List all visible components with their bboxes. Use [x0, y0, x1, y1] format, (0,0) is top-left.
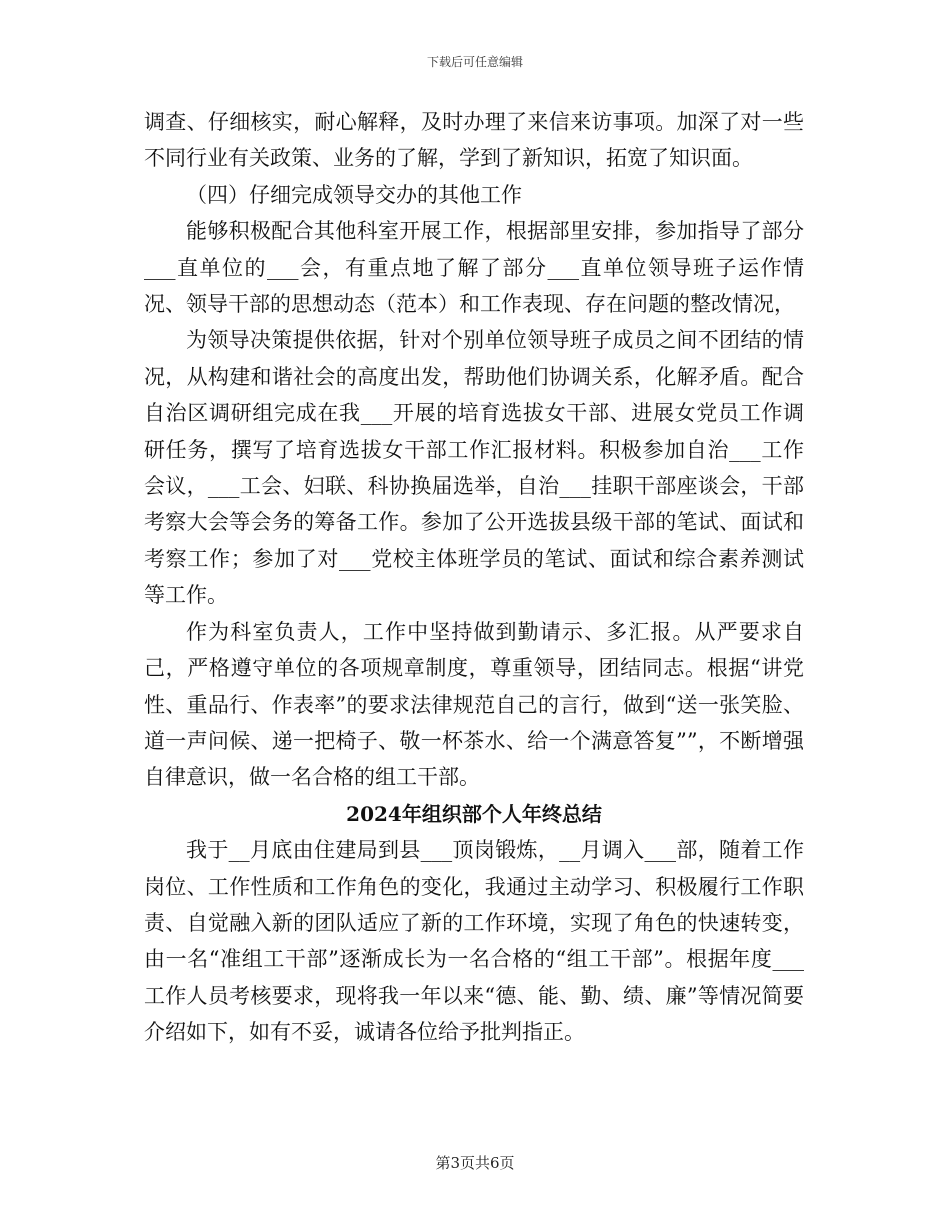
paragraph: 我于__月底由住建局到县___顶岗锻炼，__月调入___部，随着工作岗位、工作性质和工作角色的变化，我通过主动学习、积极履行工作职责、自觉融入新的团队适应了新的工作环境，实现了角色的快速转变，由一名“准组工干部”逐渐成长为一名合格的“组工干部”。根据年度___工作人员考核要求，现将我一年以来“德、能、勤、绩、廉”等情况简要介绍如下，如有不妥，诚请各位给予批判指正。 — [144, 838, 804, 1045]
paragraph: 能够积极配合其他科室开展工作，根据部里安排，参加指导了部分___直单位的___会，有重点地了解了部分___直单位领导班子运作情况、领导干部的思想动态（范本）和工作表现、存在问题的整改情况， — [144, 219, 804, 317]
document-title: 2024年组织部个人年终总结 — [346, 801, 602, 826]
paragraph: 作为科室负责人，工作中坚持做到勤请示、多汇报。从严要求自己，严格遵守单位的各项规章制度，尊重领导，团结同志。根据“讲党性、重品行、作表率”的要求法律规范自己的言行，做到“送一张笑脸、道一声问候、递一把椅子、敬一杯茶水、给一个满意答复””，不断增强自律意识，做一名合格的组工干部。 — [144, 619, 804, 790]
paragraph-continued: 调查、仔细核实，耐心解释，及时办理了来信来访事项。加深了对一些不同行业有关政策、业务的了解，学到了新知识，拓宽了知识面。 — [144, 110, 804, 171]
document-body — [144, 104, 804, 1051]
page-header-note: 下载后可任意编辑 — [426, 55, 523, 69]
paragraph: 为领导决策提供依据，针对个别单位领导班子成员之间不团结的情况，从构建和谐社会的高度出发，帮助他们协调关系，化解矛盾。配合自治区调研组完成在我___开展的培育选拔女干部、进展女党员工作调研任务，撰写了培育选拔女干部工作汇报材料。积极参加自治___工作会议，___工会、妇联、科协换届选举，自治___挂职干部座谈会，干部考察大会等会务的筹备工作。参加了公开选拔县级干部的笔试、面试和考察工作；参加了对___党校主体班学员的笔试、面试和综合素养测试等工作。 — [144, 328, 804, 608]
section-heading: （四）仔细完成领导交办的其他工作 — [186, 182, 522, 207]
page-footer: 第3页共6页 — [435, 1154, 515, 1172]
